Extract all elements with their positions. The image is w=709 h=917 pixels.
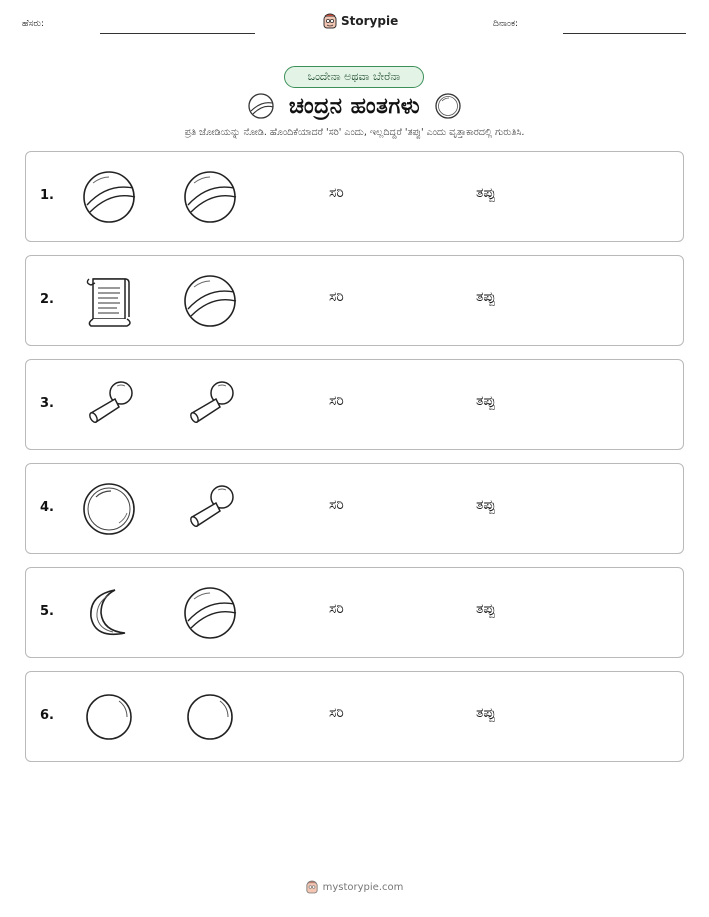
ball-icon: [182, 273, 238, 329]
footer-url: mystorypie.com: [322, 881, 404, 893]
option-true[interactable]: ಸರಿ: [329, 497, 344, 513]
question-number: 2.: [40, 292, 54, 307]
option-true[interactable]: ಸರಿ: [329, 393, 344, 409]
storypie-mascot-icon: [306, 880, 318, 894]
question-number: 6.: [40, 708, 54, 723]
date-field-line[interactable]: [563, 33, 686, 34]
page-title: ಚಂದ್ರನ ಹಂತಗಳು: [288, 93, 421, 119]
brand-name: Storypie: [341, 14, 399, 28]
badge-label: ಒಂದೇನಾ ಅಥವಾ ಬೇರೆನಾ: [307, 70, 401, 83]
telescope-icon: [81, 377, 137, 433]
striped-ball-icon: [247, 92, 275, 120]
ball-icon: [182, 585, 238, 641]
title-row: [0, 88, 709, 124]
footer: [0, 880, 709, 894]
ball-icon: [182, 169, 238, 225]
instructions: ಪ್ರತಿ ಜೋಡಿಯನ್ನು ನೋಡಿ. ಹೊಂದಿಕೆಯಾದರೆ 'ಸರಿ' ಎಂದು, ಇಲ್ಲದಿದ್ದರೆ 'ತಪ್ಪು' ಎಂದು ವೃತ್ತಾಕಾರದಲ್ಲಿ ಗುರುತಿಸಿ.: [184, 127, 525, 138]
full-moon-icon: [81, 689, 137, 745]
telescope-icon: [182, 377, 238, 433]
option-false[interactable]: ತಪ್ಪು: [476, 705, 496, 721]
full-moon-icon: [182, 689, 238, 745]
glass-sphere-icon: [434, 92, 462, 120]
question-row: [25, 151, 684, 242]
option-true[interactable]: ಸರಿ: [329, 601, 344, 617]
question-row: [25, 359, 684, 450]
option-true[interactable]: ಸರಿ: [329, 185, 344, 201]
question-row: [25, 255, 684, 346]
name-label: ಹೆಸರು:: [22, 19, 45, 29]
question-number: 3.: [40, 396, 54, 411]
date-label: ದಿನಾಂಕ:: [493, 19, 519, 29]
option-false[interactable]: ತಪ್ಪು: [476, 601, 496, 617]
option-true[interactable]: ಸರಿ: [329, 705, 344, 721]
question-number: 4.: [40, 500, 54, 515]
option-false[interactable]: ತಪ್ಪು: [476, 289, 496, 305]
option-true[interactable]: ಸರಿ: [329, 289, 344, 305]
option-false[interactable]: ತಪ್ಪು: [476, 393, 496, 409]
telescope-icon: [182, 481, 238, 537]
question-row: [25, 671, 684, 762]
question-number: 5.: [40, 604, 54, 619]
storypie-logo: [323, 13, 398, 29]
option-false[interactable]: ತಪ್ಪು: [476, 497, 496, 513]
storypie-mascot-icon: [323, 13, 337, 29]
ball-icon: [81, 169, 137, 225]
question-row: [25, 463, 684, 554]
name-field-line[interactable]: [100, 33, 255, 34]
question-row: [25, 567, 684, 658]
glass-sphere-icon: [81, 481, 137, 537]
question-number: 1.: [40, 188, 54, 203]
option-false[interactable]: ತಪ್ಪು: [476, 185, 496, 201]
worksheet-type-badge: [284, 66, 424, 88]
crescent-moon-icon: [81, 585, 137, 641]
scroll-icon: [81, 273, 137, 329]
